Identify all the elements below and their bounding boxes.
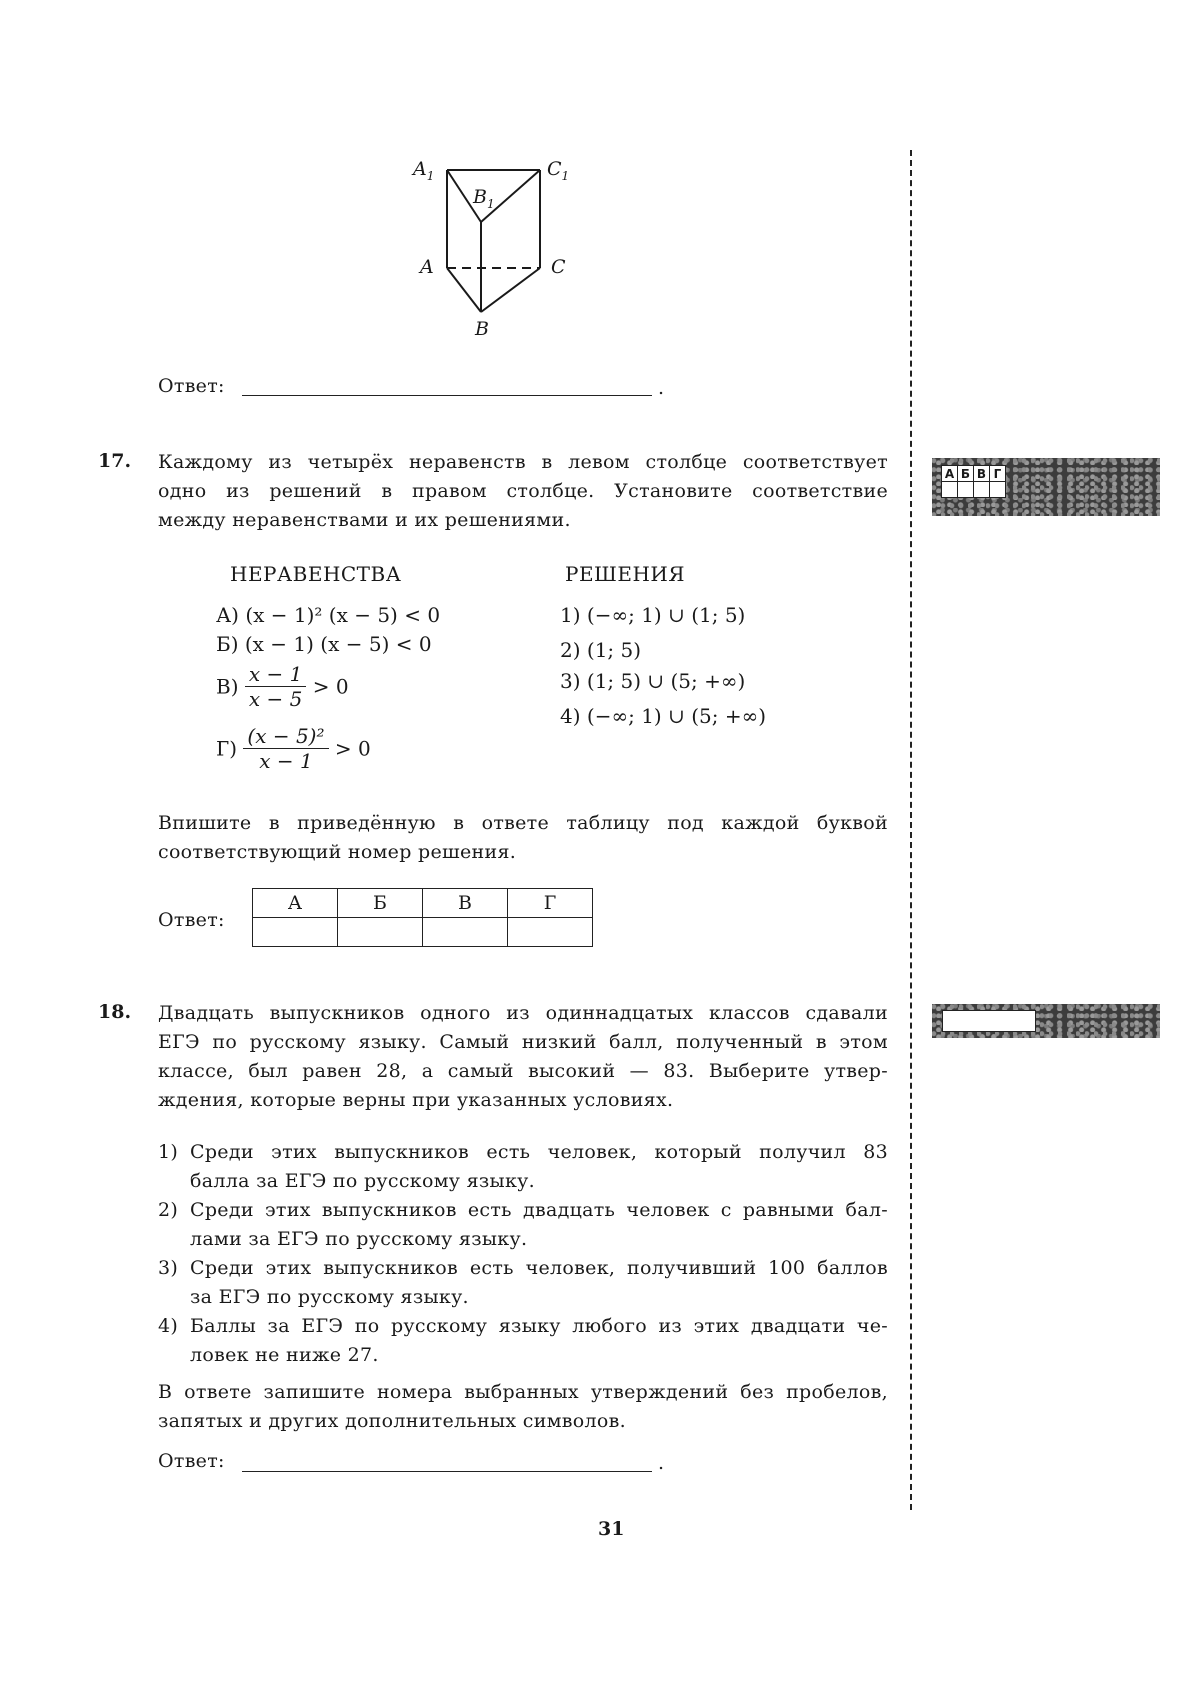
q17-left-heading: НЕРАВЕНСТВА: [230, 562, 402, 586]
margin-cut-line: [910, 150, 914, 1510]
q18-answer-dot: .: [658, 1452, 665, 1474]
q18-option: 1) Среди этих выпускников есть человек, который получил 83 балла за ЕГЭ по русскому языку.: [158, 1141, 888, 1192]
q17-answer-cell[interactable]: [338, 918, 423, 947]
q17-number: 17.: [98, 450, 132, 472]
q18-text: Двадцать выпускников одного из одиннадцатых классов сдавали ЕГЭ по русскому языку. Самый низкий балл, полученный в этом классе, был равен 28, а самый высокий — 83. Выберите утвер- ждения, которые верны при указанных условиях.: [158, 1002, 888, 1111]
label-a: A: [420, 256, 434, 278]
q17-side-cell[interactable]: [974, 482, 990, 498]
solution-3: 3) (1; 5) ∪ (5; +∞): [560, 669, 746, 693]
q18-option: 2) Среди этих выпускников есть двадцать человек с равными бал- лами за ЕГЭ по русскому языку.: [158, 1199, 888, 1250]
q17-answer-table[interactable]: [252, 888, 593, 947]
q17-col-header: Б: [338, 889, 423, 918]
q17-side-cell[interactable]: [958, 482, 974, 498]
q16-answer-dot: .: [658, 377, 665, 399]
q17-side-cell[interactable]: [990, 482, 1006, 498]
label-b: B: [475, 318, 489, 340]
q17-col-header: Г: [508, 889, 593, 918]
q18-options: [158, 1138, 888, 1370]
q18-instruction: В ответе запишите номера выбранных утверждений без пробелов, запятых и других дополнительных символов.: [158, 1381, 888, 1432]
q18-number: 18.: [98, 1001, 132, 1023]
q18-side-field[interactable]: [942, 1010, 1036, 1032]
q18-option: 4) Баллы за ЕГЭ по русскому языку любого из этих двадцати че- ловек не ниже 27.: [158, 1315, 888, 1366]
solution-2: 2) (1; 5): [560, 638, 642, 662]
q17-answer-cell[interactable]: [253, 918, 338, 947]
label-b1: $B_1$: [473, 186, 495, 211]
label-c: C: [551, 256, 566, 278]
q17-side-letter: В: [974, 466, 990, 482]
q17-instruction: Впишите в приведённую в ответе таблицу под каждой буквой соответствующий номер решения.: [158, 812, 888, 863]
q17-answer-cell[interactable]: [508, 918, 593, 947]
q17-col-header: А: [253, 889, 338, 918]
q17-side-table[interactable]: [941, 465, 1006, 498]
q18-option: 3) Среди этих выпускников есть человек, получивший 100 баллов за ЕГЭ по русскому языку.: [158, 1257, 888, 1308]
ineq-g: Г) $\frac{\text{(x − 5)²}}{x - 1}$ > 0: [216, 724, 371, 773]
q17-answer-label: Ответ:: [158, 909, 225, 931]
q17-side-letter: Г: [990, 466, 1006, 482]
q16-answer-label: Ответ:: [158, 375, 225, 397]
label-c1: $C_1$: [547, 158, 570, 183]
q17-right-heading: РЕШЕНИЯ: [565, 562, 686, 586]
q17-side-letter: А: [942, 466, 958, 482]
q18-answer-field[interactable]: [242, 1471, 652, 1472]
solution-4: 4) (−∞; 1) ∪ (5; +∞): [560, 704, 767, 728]
q17-col-header: В: [423, 889, 508, 918]
q17-text: Каждому из четырёх неравенств в левом столбце соответствует одно из решений в правом столбце. Установите соответствие между неравенствами и их решениями.: [158, 451, 888, 531]
q17-side-cell[interactable]: [942, 482, 958, 498]
ineq-v: В) $\frac{x - 1}{x - 5}$ > 0: [216, 662, 349, 711]
page-number: 31: [598, 1518, 625, 1540]
q16-answer-field[interactable]: [242, 395, 652, 396]
q18-answer-label: Ответ:: [158, 1450, 225, 1472]
label-a1: $A_1$: [413, 158, 435, 183]
ineq-b: Б) (x − 1) (x − 5) < 0: [216, 632, 432, 656]
q17-side-letter: Б: [958, 466, 974, 482]
ineq-a: А) (x − 1)² (x − 5) < 0: [216, 603, 441, 627]
solution-1: 1) (−∞; 1) ∪ (1; 5): [560, 603, 746, 627]
q17-answer-cell[interactable]: [423, 918, 508, 947]
